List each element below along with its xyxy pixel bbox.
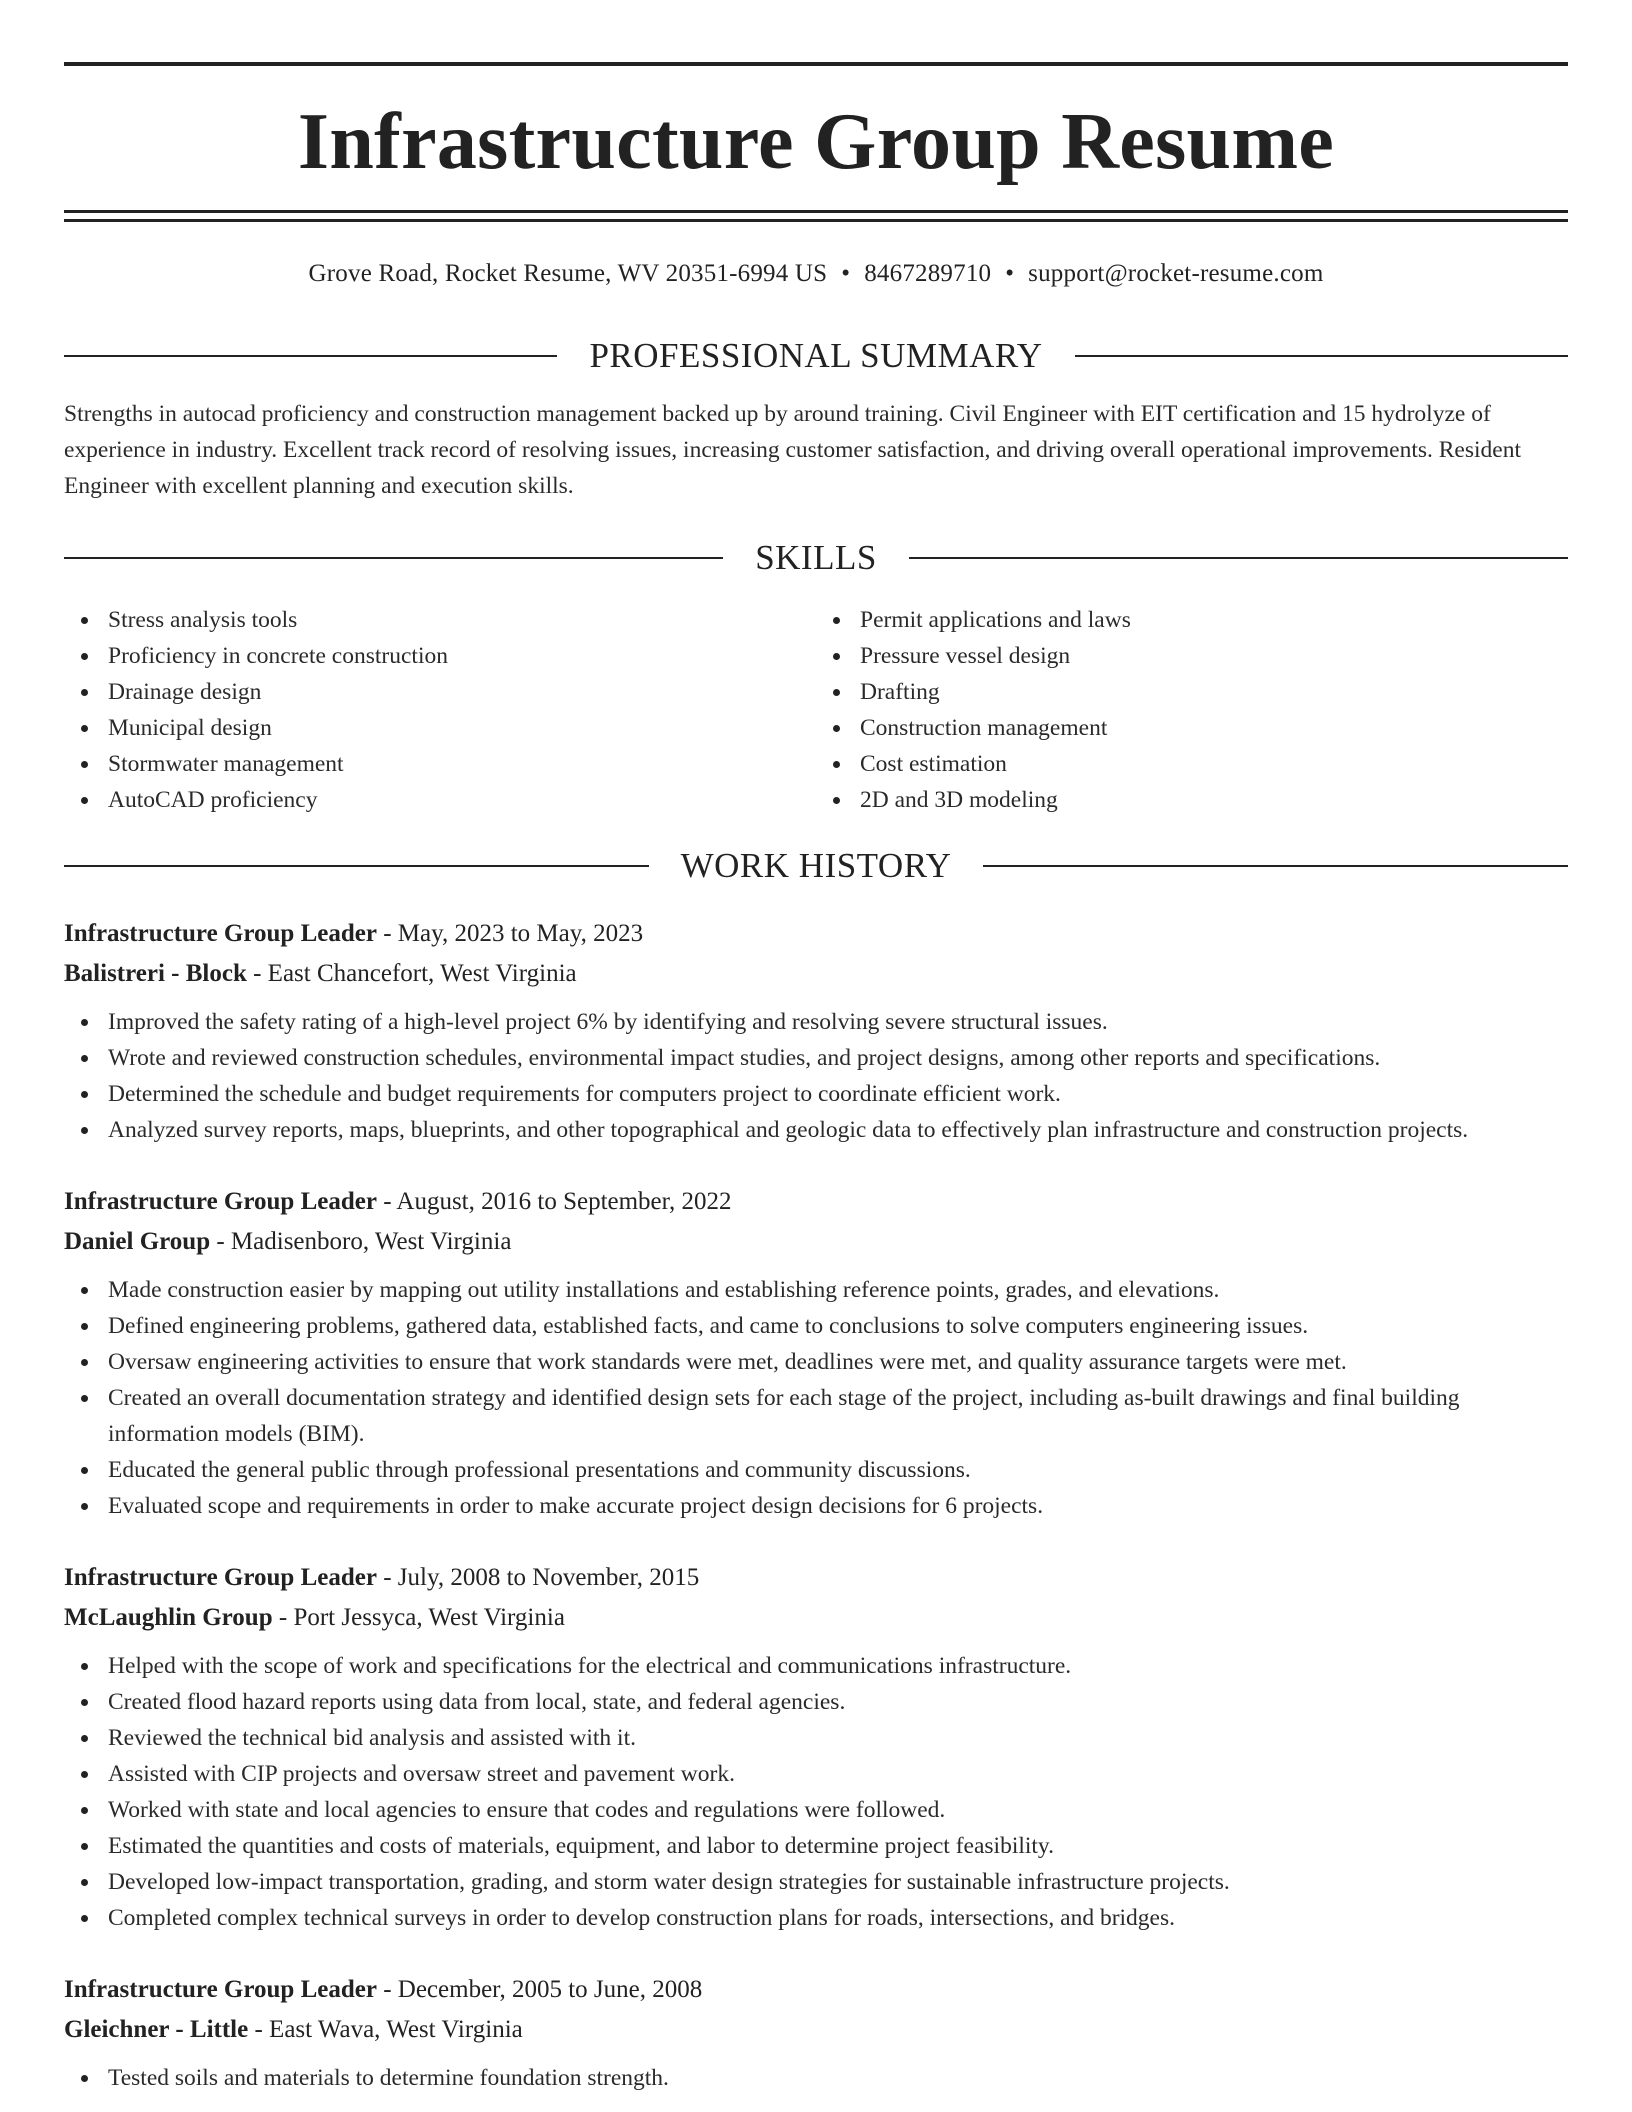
- section-rule-right: [1075, 355, 1568, 357]
- job-bullet: Analyzed survey reports, maps, blueprints, and other topographical and geologic data to effectively plan infrastructure and construction projects.: [64, 1112, 1568, 1148]
- job-title-line: [64, 1182, 1568, 1222]
- job-bullet: Helped with the scope of work and specifications for the electrical and communications infrastructure.: [64, 1648, 1568, 1684]
- job-title: Infrastructure Group Leader: [64, 1188, 377, 1215]
- job-bullet: Developed low-impact transportation, grading, and storm water design strategies for sustainable infrastructure projects.: [64, 1864, 1568, 1900]
- section-rule-left: [64, 557, 723, 559]
- job-bullet: Wrote and reviewed construction schedules, environmental impact studies, and project designs, among other reports and specifications.: [64, 1040, 1568, 1076]
- skill-item: Construction management: [816, 710, 1568, 746]
- contact-phone: 8467289710: [864, 260, 992, 287]
- section-rule-left: [64, 355, 557, 357]
- job-bullet: Oversaw engineering activities to ensure that work standards were met, deadlines were met, and quality assurance targets were met.: [64, 1344, 1568, 1380]
- job-bullet: Evaluated scope and requirements in order to make accurate project design decisions for 6 projects.: [64, 1488, 1568, 1524]
- job-bullet: Reviewed the technical bid analysis and assisted with it.: [64, 1720, 1568, 1756]
- skill-item: Drainage design: [64, 674, 816, 710]
- contact-line: [64, 260, 1568, 288]
- job-bullet: Educated the general public through professional presentations and community discussions.: [64, 1452, 1568, 1488]
- job-company: Daniel Group: [64, 1228, 211, 1255]
- job-entry: [64, 1970, 1568, 2096]
- job-bullet: Worked with state and local agencies to ensure that codes and regulations were followed.: [64, 1792, 1568, 1828]
- skill-item: Pressure vessel design: [816, 638, 1568, 674]
- job-bullet: Created an overall documentation strategy and identified design sets for each stage of the project, including as-built drawings and final building information models (BIM).: [64, 1380, 1568, 1452]
- job-entry: [64, 1182, 1568, 1524]
- summary-section-header: [64, 336, 1568, 376]
- job-company-line: [64, 1222, 1568, 1262]
- job-entry: [64, 914, 1568, 1148]
- job-bullet: Defined engineering problems, gathered data, established facts, and came to conclusions to solve computers engineering issues.: [64, 1308, 1568, 1344]
- contact-address: Grove Road, Rocket Resume, WV 20351-6994 US: [308, 260, 828, 287]
- skills-column-right: [816, 602, 1568, 818]
- job-bullet: Made construction easier by mapping out utility installations and establishing reference points, grades, and elevations.: [64, 1272, 1568, 1308]
- job-company: Gleichner - Little: [64, 2016, 249, 2043]
- skills-section-header: [64, 538, 1568, 578]
- job-bullets: [64, 1004, 1568, 1148]
- work-section-header: [64, 846, 1568, 886]
- job-company-line: [64, 1598, 1568, 1638]
- skill-item: Stormwater management: [64, 746, 816, 782]
- job-title-line: [64, 1558, 1568, 1598]
- job-dates: - May, 2023 to May, 2023: [376, 920, 644, 947]
- contact-separator: •: [841, 260, 851, 287]
- job-location: - Port Jessyca, West Virginia: [272, 1604, 565, 1631]
- job-bullet: Tested soils and materials to determine foundation strength.: [64, 2060, 1568, 2096]
- skill-item: 2D and 3D modeling: [816, 782, 1568, 818]
- job-company-line: [64, 2010, 1568, 2050]
- job-location: - Madisenboro, West Virginia: [210, 1228, 512, 1255]
- job-title-line: [64, 914, 1568, 954]
- job-bullet: Completed complex technical surveys in order to develop construction plans for roads, intersections, and bridges.: [64, 1900, 1568, 1936]
- job-dates: - December, 2005 to June, 2008: [376, 1976, 703, 2003]
- job-company: McLaughlin Group: [64, 1604, 273, 1631]
- skill-item: Drafting: [816, 674, 1568, 710]
- job-title-line: [64, 1970, 1568, 2010]
- job-title: Infrastructure Group Leader: [64, 1564, 377, 1591]
- job-bullet: Improved the safety rating of a high-level project 6% by identifying and resolving severe structural issues.: [64, 1004, 1568, 1040]
- job-bullets: [64, 1272, 1568, 1524]
- job-company-line: [64, 954, 1568, 994]
- skills-list: [64, 602, 1568, 818]
- section-rule-left: [64, 865, 649, 867]
- skills-column-left: [64, 602, 816, 818]
- skill-item: Proficiency in concrete construction: [64, 638, 816, 674]
- section-rule-right: [983, 865, 1568, 867]
- section-rule-right: [909, 557, 1568, 559]
- summary-heading: PROFESSIONAL SUMMARY: [589, 336, 1043, 375]
- job-title: Infrastructure Group Leader: [64, 1976, 377, 2003]
- skill-item: Municipal design: [64, 710, 816, 746]
- skills-heading: SKILLS: [755, 538, 877, 577]
- job-bullets: [64, 2060, 1568, 2096]
- job-company: Balistreri - Block: [64, 960, 247, 987]
- job-bullets: [64, 1648, 1568, 1936]
- job-bullet: Estimated the quantities and costs of materials, equipment, and labor to determine project feasibility.: [64, 1828, 1568, 1864]
- job-location: - East Wava, West Virginia: [248, 2016, 523, 2043]
- job-title: Infrastructure Group Leader: [64, 920, 377, 947]
- resume-title: Infrastructure Group Resume: [297, 98, 1335, 186]
- title-double-rule: [64, 210, 1568, 222]
- skill-item: Permit applications and laws: [816, 602, 1568, 638]
- job-dates: - July, 2008 to November, 2015: [376, 1564, 700, 1591]
- skill-item: Cost estimation: [816, 746, 1568, 782]
- job-dates: - August, 2016 to September, 2022: [376, 1188, 732, 1215]
- job-bullet: Assisted with CIP projects and oversaw street and pavement work.: [64, 1756, 1568, 1792]
- contact-email: support@rocket-resume.com: [1028, 260, 1324, 287]
- summary-text: Strengths in autocad proficiency and construction management backed up by around training. Civil Engineer with EIT certification and 15 hydrolyze of experience in industry. Excellent track record of resolving issues, increasing customer satisfaction, and driving overall operational improvements. Resident Engineer with excellent planning and execution skills.: [64, 401, 1521, 499]
- skill-item: AutoCAD proficiency: [64, 782, 816, 818]
- job-entry: [64, 1558, 1568, 1936]
- job-bullet: Determined the schedule and budget requirements for computers project to coordinate efficient work.: [64, 1076, 1568, 1112]
- work-heading: WORK HISTORY: [680, 846, 952, 885]
- job-bullet: Created flood hazard reports using data from local, state, and federal agencies.: [64, 1684, 1568, 1720]
- skill-item: Stress analysis tools: [64, 602, 816, 638]
- job-location: - East Chancefort, West Virginia: [246, 960, 577, 987]
- top-rule: [64, 62, 1568, 66]
- contact-separator: •: [1005, 260, 1015, 287]
